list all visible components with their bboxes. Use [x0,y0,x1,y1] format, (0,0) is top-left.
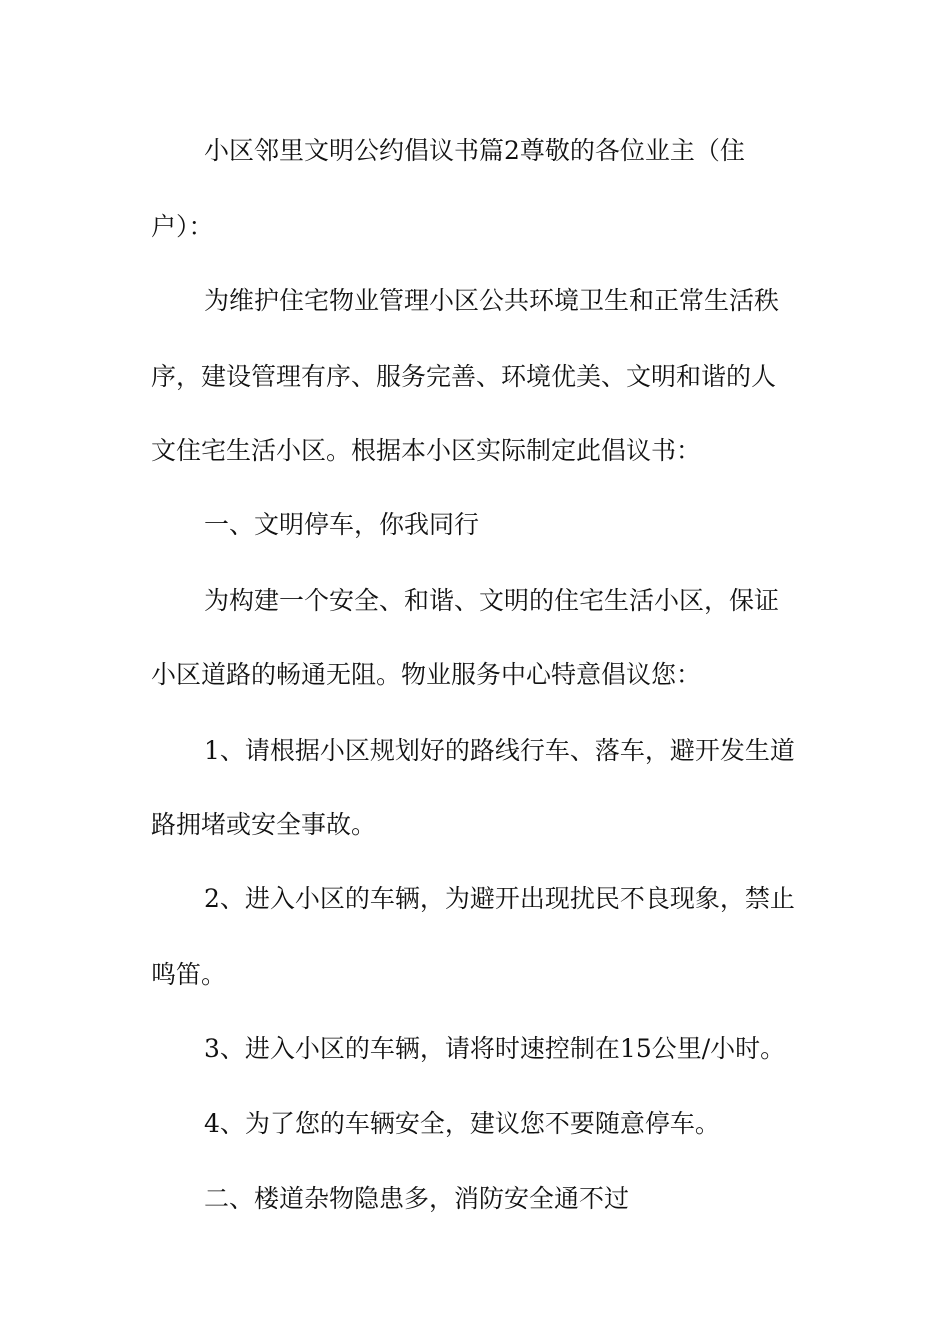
text-line: 为维护住宅物业管理小区公共环境卫生和正常生活秩 [204,286,780,315]
text-line: 1、请根据小区规划好的路线行车、落车，避开发生道 [204,736,795,765]
text-line: 为构建一个安全、和谐、文明的住宅生活小区，保证 [204,586,780,615]
text-line: 文住宅生活小区。根据本小区实际制定此倡议书： [151,436,702,465]
text-line: 序，建设管理有序、服务完善、环境优美、文明和谐的人 [151,362,777,391]
text-line: 3、进入小区的车辆，请将时速控制在15公里/小时。 [204,1034,786,1063]
text-line: 4、为了您的车辆安全，建议您不要随意停车。 [204,1109,720,1138]
text-line: 一、文明停车，你我同行 [204,510,480,539]
text-line: 户）： [151,212,214,241]
text-line: 二、楼道杂物隐患多，消防安全通不过 [204,1184,630,1213]
text-line: 鸣笛。 [151,960,227,989]
text-line: 小区邻里文明公约倡议书篇2尊敬的各位业主（住 [204,136,745,165]
text-line: 路拥堵或安全事故。 [151,810,377,839]
text-line: 2、进入小区的车辆，为避开出现扰民不良现象，禁止 [204,884,795,913]
text-line: 小区道路的畅通无阻。物业服务中心特意倡议您： [151,660,702,689]
